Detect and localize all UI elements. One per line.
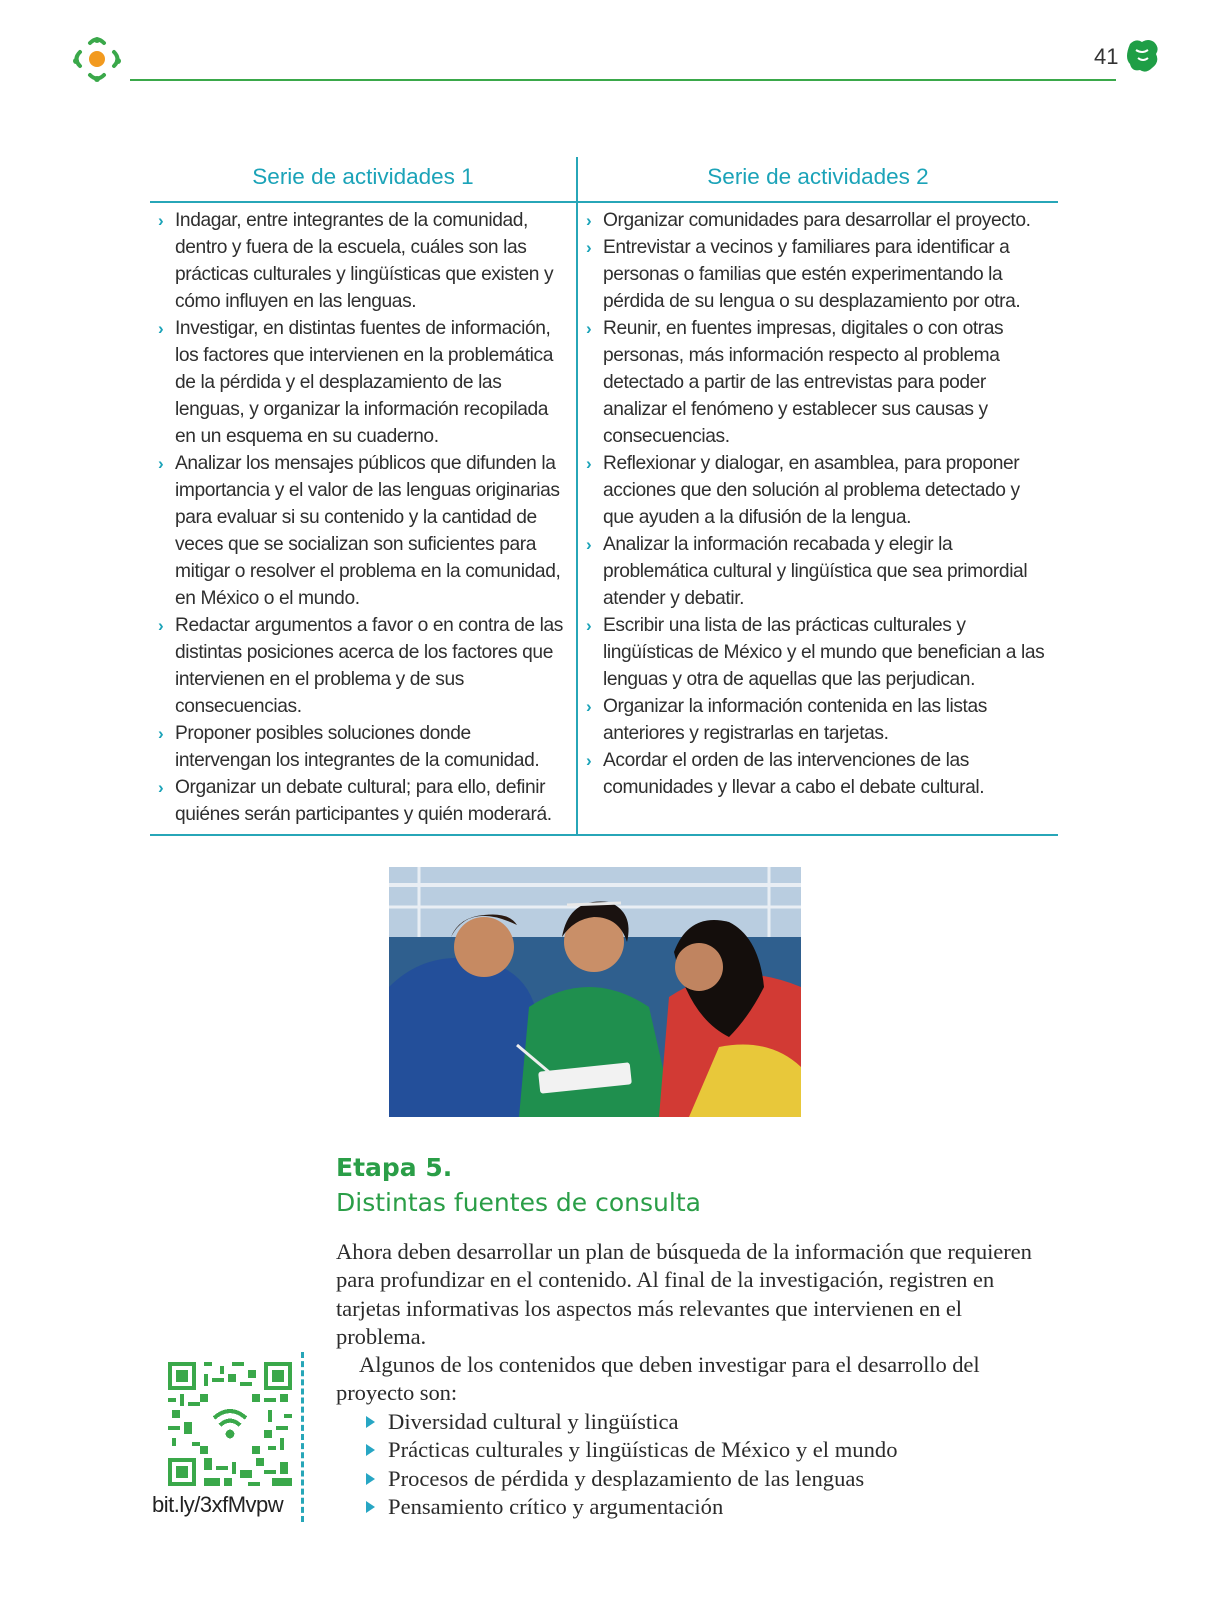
page-number: 41 <box>1094 44 1119 69</box>
list-item <box>586 315 1050 450</box>
list-item <box>158 612 568 720</box>
triangle-bullet-icon <box>366 1473 375 1485</box>
column-title-1: Serie de actividades 1 <box>252 164 474 189</box>
column-divider <box>576 157 578 836</box>
activities-table <box>150 157 1058 836</box>
chevron-right-icon: › <box>586 454 592 473</box>
list-item <box>586 747 1050 801</box>
list-item <box>158 315 568 450</box>
header-rule <box>130 79 1116 81</box>
list-item <box>362 1465 898 1493</box>
chevron-right-icon: › <box>158 211 164 230</box>
list-item-text: Pensamiento crítico y argumentación <box>388 1493 724 1519</box>
triangle-bullet-icon <box>366 1416 375 1428</box>
qr-code-icon[interactable] <box>168 1362 292 1486</box>
flower-logo-icon <box>70 34 124 84</box>
dashed-divider <box>301 1352 304 1522</box>
chevron-right-icon: › <box>586 535 592 554</box>
list-item-text: Diversidad cultural y lingüística <box>388 1409 679 1434</box>
header-rule-table <box>150 201 1058 203</box>
students-photo <box>389 867 801 1117</box>
list-item <box>586 612 1050 693</box>
chevron-right-icon: › <box>586 211 592 230</box>
list-item-text: Entrevistar a vecinos y familiares para identificar a personas o familias que estén experimentando la pérdida de su lengua o su desplazamiento por otra. <box>603 237 1021 312</box>
chevron-right-icon: › <box>586 616 592 635</box>
list-item-text: Prácticas culturales y lingüísticas de México y el mundo <box>388 1437 898 1463</box>
list-item <box>158 207 568 315</box>
list-item-text: Escribir una lista de las prácticas culturales y lingüísticas de México y el mundo que benefician a las lenguas y otra de aquellas que las perjudican. <box>603 615 1045 690</box>
chevron-right-icon: › <box>158 319 164 338</box>
list-item-text: Organizar un debate cultural; para ello, definir quiénes serán participantes y quién moderará. <box>175 777 552 825</box>
chevron-right-icon: › <box>586 697 592 716</box>
chevron-right-icon: › <box>158 616 164 635</box>
list-item-text: Reunir, en fuentes impresas, digitales o con otras personas, más información respecto al problema detectado a partir de las entrevistas para poder analizar el fenómeno y establecer sus causas y consecuencias. <box>603 318 1004 447</box>
chevron-right-icon: › <box>586 751 592 770</box>
paragraph: Algunos de los contenidos que deben investigar para el desarrollo del proyecto son: <box>336 1352 980 1406</box>
list-item-text: Analizar la información recabada y elegir la problemática cultural y lingüística que sea primordial atender y debatir. <box>603 534 1028 609</box>
list-item <box>362 1436 898 1464</box>
list-item-text: Organizar la información contenida en las listas anteriores y registrarlas en tarjetas. <box>603 696 987 744</box>
activity-list-1 <box>158 207 568 828</box>
stage-title: Etapa 5. <box>336 1153 453 1182</box>
list-item-text: Organizar comunidades para desarrollar el proyecto. <box>603 210 1031 231</box>
list-item-text: Indagar, entre integrantes de la comunidad, dentro y fuera de la escuela, cuáles son las prácticas culturales y lingüísticas que existen y cómo influyen en las lenguas. <box>175 210 554 312</box>
list-item <box>158 720 568 774</box>
chevron-right-icon: › <box>586 238 592 257</box>
list-item <box>586 693 1050 747</box>
stage-subtitle: Distintas fuentes de consulta <box>336 1188 701 1217</box>
list-item <box>586 450 1050 531</box>
topics-list <box>362 1408 898 1521</box>
chevron-right-icon: › <box>158 778 164 797</box>
list-item-text: Procesos de pérdida y desplazamiento de las lenguas <box>388 1465 865 1491</box>
list-item <box>586 234 1050 315</box>
list-item-text: Reflexionar y dialogar, en asamblea, para proponer acciones que den solución al problema detectado y que ayuden a la difusión de la lengua. <box>603 453 1020 528</box>
chevron-right-icon: › <box>158 724 164 743</box>
list-item-text: Proponer posibles soluciones donde intervengan los integrantes de la comunidad. <box>175 723 540 771</box>
list-item <box>586 207 1050 234</box>
chevron-right-icon: › <box>158 454 164 473</box>
list-item-text: Redactar argumentos a favor o en contra de las distintas posiciones acerca de los factores que intervienen en el problema y de sus consecuencias. <box>175 615 563 717</box>
list-item <box>158 450 568 612</box>
list-item <box>362 1408 898 1436</box>
activity-list-2 <box>586 207 1050 801</box>
list-item <box>362 1493 898 1521</box>
list-item-text: Investigar, en distintas fuentes de información, los factores que intervienen en la problemática de la pérdida y el desplazamiento de las lenguas, y organizar la información recopilada en un esquema en su cuaderno. <box>175 318 553 447</box>
triangle-bullet-icon <box>366 1501 375 1513</box>
list-item <box>158 774 568 828</box>
table-bottom-rule <box>150 834 1058 836</box>
chevron-right-icon: › <box>586 319 592 338</box>
column-title-2: Serie de actividades 2 <box>707 164 929 189</box>
paragraph: Ahora deben desarrollar un plan de búsqueda de la información que requieren para profundizar en el contenido. Al final de la investigación, registren en tarjetas informativas los aspectos más relevantes que intervienen en el problema. <box>336 1239 1032 1349</box>
list-item-text: Acordar el orden de las intervenciones de las comunidades y llevar a cabo el debate cultural. <box>603 750 985 798</box>
list-item <box>586 531 1050 612</box>
list-item-text: Analizar los mensajes públicos que difunden la importancia y el valor de las lenguas originarias para evaluar si su contenido y la cantidad de veces que se socializan son suficientes para mitigar o resolver el problema en la comunidad, en México o el mundo. <box>175 453 561 609</box>
green-glyph-icon <box>1126 38 1160 74</box>
triangle-bullet-icon <box>366 1444 375 1456</box>
qr-link[interactable]: bit.ly/3xfMvpw <box>152 1492 284 1517</box>
